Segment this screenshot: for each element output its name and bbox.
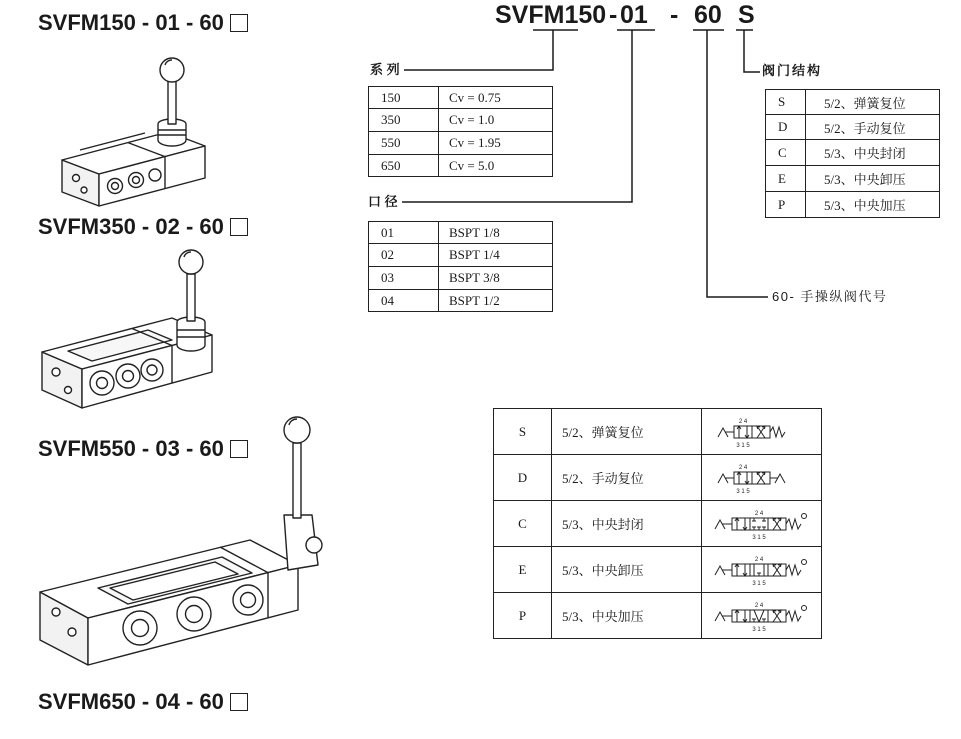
table-row [369, 87, 553, 109]
structure-code: S [766, 90, 806, 115]
table-row [369, 244, 553, 267]
symbol-code: S [494, 409, 552, 455]
symbol-desc: 5/2、弹簧复位 [552, 409, 702, 455]
series-cv: Cv = 0.75 [439, 87, 553, 109]
port-code: 04 [369, 290, 439, 312]
model-label-text: SVFM550 - 03 - 60 [38, 436, 224, 461]
symbol-cell [702, 409, 822, 455]
5-2-manual-return-symbol-icon [712, 461, 812, 495]
series-cv: Cv = 5.0 [439, 155, 553, 177]
symbol-code: E [494, 547, 552, 593]
structure-table [765, 89, 940, 218]
table-row [369, 155, 553, 177]
series-code: 650 [369, 155, 439, 177]
symbol-cell [702, 593, 822, 639]
table-row [766, 166, 940, 192]
port-thread: BSPT 1/8 [439, 222, 553, 244]
5-3-exhaust-center-symbol-icon [712, 553, 812, 587]
port-numbers-bottom: 3 1 5 [751, 534, 766, 541]
table-row [494, 547, 822, 593]
symbol-desc: 5/3、中央封闭 [552, 501, 702, 547]
series-cv: Cv = 1.0 [439, 109, 553, 132]
code-separator: - [609, 1, 618, 29]
port-code: 02 [369, 244, 439, 267]
port-numbers-bottom: 3 1 5 [751, 626, 766, 633]
table-row [766, 115, 940, 140]
table-row [766, 140, 940, 166]
5-3-pressure-center-symbol-icon [712, 599, 812, 633]
table-row [369, 109, 553, 132]
series-label: 系 列 [370, 62, 400, 77]
port-code: 03 [369, 267, 439, 290]
port-table [368, 221, 553, 312]
port-numbers-top: 2 4 [754, 556, 763, 563]
table-row [766, 90, 940, 115]
port-numbers-bottom: 3 1 5 [735, 442, 750, 449]
structure-code: C [766, 140, 806, 166]
structure-desc: 5/3、中央加压 [806, 192, 940, 218]
symbol-desc: 5/3、中央卸压 [552, 547, 702, 593]
symbol-code: P [494, 593, 552, 639]
port-numbers-bottom: 3 1 5 [751, 580, 766, 587]
table-row [494, 593, 822, 639]
series-code: 150 [369, 87, 439, 109]
series-code: 350 [369, 109, 439, 132]
code-series: SVFM150 [495, 1, 607, 29]
5-3-closed-center-symbol-icon [712, 507, 812, 541]
port-thread: BSPT 3/8 [439, 267, 553, 290]
symbol-desc: 5/3、中央加压 [552, 593, 702, 639]
symbol-code: C [494, 501, 552, 547]
table-row [369, 132, 553, 155]
series-cv: Cv = 1.95 [439, 132, 553, 155]
model-label-text: SVFM150 - 01 - 60 [38, 10, 224, 35]
series-table [368, 86, 553, 177]
structure-code: E [766, 166, 806, 192]
code-structure: S [738, 1, 755, 29]
code-manual: 60 [694, 1, 722, 29]
port-numbers-top: 2 4 [738, 418, 747, 425]
series-code: 550 [369, 132, 439, 155]
structure-code: D [766, 115, 806, 140]
port-numbers-top: 2 4 [754, 602, 763, 609]
port-thread: BSPT 1/4 [439, 244, 553, 267]
table-row [369, 222, 553, 244]
port-numbers-top: 2 4 [738, 464, 747, 471]
symbol-table [493, 408, 822, 639]
symbol-cell [702, 501, 822, 547]
model-label-text: SVFM650 - 04 - 60 [38, 689, 224, 714]
model-label-text: SVFM350 - 02 - 60 [38, 214, 224, 239]
structure-desc: 5/3、中央卸压 [806, 166, 940, 192]
port-numbers-bottom: 3 1 5 [735, 488, 750, 495]
structure-label: 阀门结构 [762, 63, 823, 78]
port-code: 01 [369, 222, 439, 244]
table-row [369, 290, 553, 312]
symbol-desc: 5/2、手动复位 [552, 455, 702, 501]
table-row [494, 501, 822, 547]
table-row [494, 455, 822, 501]
symbol-cell [702, 547, 822, 593]
port-label: 口 径 [368, 194, 398, 209]
5-2-spring-return-symbol-icon [712, 415, 812, 449]
structure-desc: 5/3、中央封闭 [806, 140, 940, 166]
symbol-code: D [494, 455, 552, 501]
port-numbers-top: 2 4 [754, 510, 763, 517]
port-thread: BSPT 1/2 [439, 290, 553, 312]
table-row [766, 192, 940, 218]
symbol-cell [702, 455, 822, 501]
manual-code-label: 60- 手操纵阀代号 [772, 289, 888, 304]
structure-code: P [766, 192, 806, 218]
structure-desc: 5/2、手动复位 [806, 115, 940, 140]
code-port: 01 [620, 1, 648, 29]
code-separator: - [670, 1, 679, 29]
structure-desc: 5/2、弹簧复位 [806, 90, 940, 115]
table-row [369, 267, 553, 290]
table-row [494, 409, 822, 455]
